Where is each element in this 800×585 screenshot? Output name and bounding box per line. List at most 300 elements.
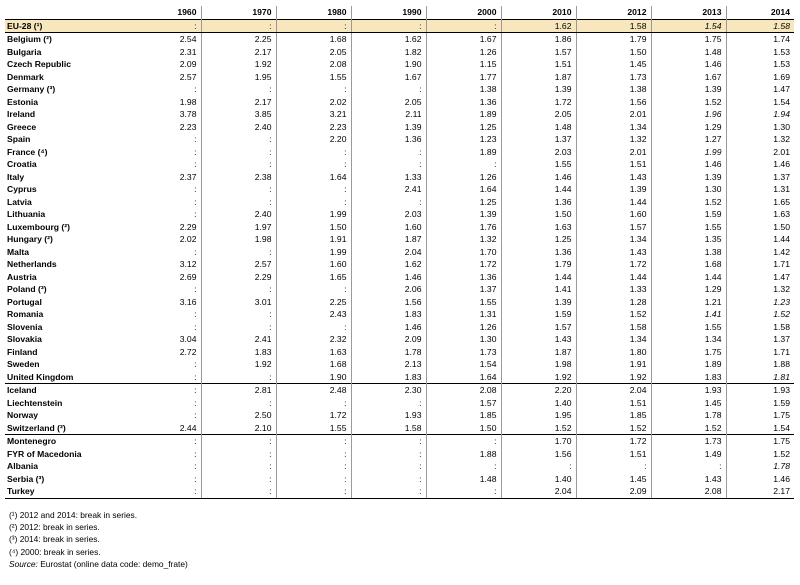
table-cell: 1.29	[651, 121, 726, 134]
column-header: 2012	[576, 6, 651, 19]
table-cell: 1.31	[726, 183, 794, 196]
table-cell: 2.04	[576, 384, 651, 397]
table-cell: 2.17	[201, 46, 276, 59]
table-cell: 1.99	[276, 208, 351, 221]
table-cell: 1.93	[726, 384, 794, 397]
table-row	[5, 358, 794, 371]
table-cell: 1.33	[576, 283, 651, 296]
table-row	[5, 321, 794, 334]
table-cell: 1.54	[726, 422, 794, 435]
table-cell: 2.23	[276, 121, 351, 134]
table-cell: 1.70	[501, 435, 576, 448]
table-cell: 1.72	[501, 96, 576, 109]
table-cell: 2.41	[201, 333, 276, 346]
row-label: Portugal	[7, 296, 42, 307]
table-row	[5, 448, 794, 461]
table-cell: 1.76	[426, 221, 501, 234]
table-cell: 2.20	[276, 133, 351, 146]
table-cell: 1.67	[351, 71, 426, 84]
table-cell: 2.25	[201, 33, 276, 46]
column-header: 2000	[426, 6, 501, 19]
table-cell: 1.43	[576, 246, 651, 259]
table-cell: :	[351, 146, 426, 159]
table-cell: :	[194, 461, 197, 471]
table-cell: 1.37	[726, 171, 794, 184]
table-cell: 1.87	[501, 346, 576, 359]
column-header: 1980	[276, 6, 351, 19]
table-cell: 1.51	[576, 448, 651, 461]
table-cell: 1.77	[426, 71, 501, 84]
table-cell: 3.12	[179, 259, 197, 269]
table-cell: :	[194, 146, 197, 157]
row-label: EU-28 (¹)	[5, 19, 126, 33]
table-cell: 3.01	[201, 296, 276, 309]
table-cell: 1.25	[501, 233, 576, 246]
table-cell: 1.96	[651, 108, 726, 121]
table-cell: 1.73	[651, 435, 726, 448]
table-cell: 2.11	[351, 108, 426, 121]
table-cell: :	[194, 284, 197, 294]
table-cell: 1.44	[501, 271, 576, 284]
table-cell: :	[351, 473, 426, 486]
table-cell: 1.37	[501, 133, 576, 146]
table-cell: 1.50	[726, 221, 794, 234]
table-cell: :	[351, 448, 426, 461]
table-cell: 1.59	[651, 208, 726, 221]
table-cell: 2.40	[201, 121, 276, 134]
table-cell: 1.63	[276, 346, 351, 359]
table-row	[5, 146, 794, 159]
table-cell: :	[201, 308, 276, 321]
table-cell: 2.44	[179, 422, 197, 433]
column-header: 2010	[501, 6, 576, 19]
table-cell: 1.58	[726, 19, 794, 33]
table-cell: 1.79	[576, 33, 651, 46]
table-cell: 2.29	[179, 221, 197, 232]
table-cell: 1.89	[426, 146, 501, 159]
table-cell: 1.52	[651, 196, 726, 209]
table-cell: :	[194, 371, 197, 382]
table-cell: 1.55	[426, 296, 501, 309]
table-cell: 1.52	[576, 422, 651, 435]
header-row	[5, 6, 794, 19]
table-cell: 1.92	[201, 58, 276, 71]
table-cell: 1.50	[576, 46, 651, 59]
table-cell: 1.83	[351, 308, 426, 321]
table-row	[5, 33, 794, 46]
table-cell: :	[194, 309, 197, 319]
table-cell: 1.32	[576, 133, 651, 146]
table-cell: :	[426, 19, 501, 33]
table-cell: 1.39	[351, 121, 426, 134]
table-cell: 1.32	[726, 283, 794, 296]
table-cell: :	[201, 283, 276, 296]
row-label: Romania	[7, 309, 44, 319]
table-cell: 2.32	[276, 333, 351, 346]
table-cell: 1.83	[351, 371, 426, 384]
row-label: Hungary (²)	[7, 234, 53, 244]
table-cell: 1.52	[651, 422, 726, 435]
table-cell: 2.17	[726, 485, 794, 498]
table-cell: :	[201, 435, 276, 448]
table-cell: 1.31	[426, 308, 501, 321]
table-cell: 2.10	[201, 422, 276, 435]
table-cell: 1.30	[726, 121, 794, 134]
table-cell: 1.35	[651, 233, 726, 246]
table-cell: 1.40	[501, 473, 576, 486]
row-label: Luxembourg (²)	[7, 221, 71, 232]
table-header	[5, 6, 794, 19]
row-label: Greece	[7, 121, 37, 132]
table-cell: 1.86	[501, 33, 576, 46]
row-label: Spain	[7, 134, 31, 144]
table-row	[5, 83, 794, 96]
column-header: 1970	[201, 6, 276, 19]
table-cell: 1.79	[501, 258, 576, 271]
table-cell: 1.36	[501, 196, 576, 209]
footnotes	[9, 509, 188, 570]
table-cell: 2.01	[576, 146, 651, 159]
table-cell: 1.68	[651, 258, 726, 271]
table-cell: 1.56	[351, 296, 426, 309]
table-cell: :	[194, 410, 197, 420]
table-cell: 1.57	[576, 221, 651, 234]
table-cell: 1.48	[426, 473, 501, 486]
table-cell: 2.09	[351, 333, 426, 346]
table-cell: 1.78	[351, 346, 426, 359]
table-cell: 1.68	[276, 358, 351, 371]
table-cell: 1.55	[651, 221, 726, 234]
table-cell: 1.64	[276, 171, 351, 184]
table-cell: 2.50	[201, 409, 276, 422]
table-cell: 1.41	[501, 283, 576, 296]
table-cell: :	[351, 83, 426, 96]
table-cell: :	[426, 460, 501, 473]
table-cell: :	[276, 473, 351, 486]
table-cell: 1.46	[651, 58, 726, 71]
table-cell: 1.93	[651, 384, 726, 397]
table-cell: :	[651, 460, 726, 473]
table-cell: :	[351, 397, 426, 410]
table-body	[5, 19, 794, 498]
table-cell: 3.85	[201, 108, 276, 121]
table-cell: :	[201, 246, 276, 259]
table-cell: :	[426, 435, 501, 448]
row-label: Liechtenstein	[7, 397, 63, 408]
table-cell: 1.72	[276, 409, 351, 422]
table-cell: 1.72	[426, 258, 501, 271]
table-cell: 1.54	[426, 358, 501, 371]
table-cell: 2.69	[179, 271, 197, 282]
table-cell: 1.23	[726, 296, 794, 309]
table-cell: 1.88	[426, 448, 501, 461]
table-cell: :	[276, 283, 351, 296]
table-cell: 1.85	[426, 409, 501, 422]
table-cell: 1.65	[726, 196, 794, 209]
table-cell: :	[426, 485, 501, 498]
table-cell: 1.73	[426, 346, 501, 359]
table-cell: 1.40	[501, 397, 576, 410]
table-cell: 1.39	[426, 208, 501, 221]
table-cell: 1.83	[201, 346, 276, 359]
table-cell: 1.44	[576, 196, 651, 209]
row-label: Switzerland (²)	[7, 422, 66, 433]
table-cell: 2.29	[201, 271, 276, 284]
table-cell: 1.71	[726, 346, 794, 359]
column-header: 1990	[351, 6, 426, 19]
row-label: Slovenia	[7, 321, 43, 332]
table-cell: 1.75	[651, 33, 726, 46]
row-label: Czech Republic	[7, 59, 71, 69]
table-cell: 1.36	[501, 246, 576, 259]
table-row	[5, 435, 794, 448]
table-cell: 3.16	[179, 296, 197, 307]
table-row	[5, 409, 794, 422]
table-cell: 1.47	[726, 83, 794, 96]
table-cell: :	[201, 460, 276, 473]
fertility-table	[5, 6, 794, 499]
table-cell: 3.21	[276, 108, 351, 121]
table-cell: 1.45	[576, 473, 651, 486]
table-row	[5, 58, 794, 71]
table-cell: :	[194, 473, 197, 484]
table-row	[5, 258, 794, 271]
table-cell: 1.37	[726, 333, 794, 346]
table-cell: 1.46	[351, 321, 426, 334]
row-label: Belgium (²)	[7, 34, 52, 44]
table-cell: 1.41	[651, 308, 726, 321]
table-cell: 1.93	[351, 409, 426, 422]
header-corner	[5, 6, 126, 19]
table-cell: 1.55	[651, 321, 726, 334]
table-row	[5, 473, 794, 486]
table-cell: 2.81	[201, 384, 276, 397]
table-cell: 1.38	[576, 83, 651, 96]
table-cell: 1.15	[426, 58, 501, 71]
table-cell: 1.34	[576, 333, 651, 346]
table-cell: 1.78	[726, 460, 794, 473]
table-cell: :	[201, 133, 276, 146]
table-cell: 2.02	[276, 96, 351, 109]
table-cell: 1.88	[726, 358, 794, 371]
table-cell: 1.91	[276, 233, 351, 246]
table-row	[5, 283, 794, 296]
table-cell: 1.75	[651, 346, 726, 359]
table-cell: :	[276, 19, 351, 33]
table-cell: 1.21	[651, 296, 726, 309]
table-cell: 1.85	[576, 409, 651, 422]
table-cell: :	[201, 371, 276, 384]
footnote: (¹) 2012 and 2014: break in series.	[9, 510, 138, 520]
table-cell: 1.51	[576, 397, 651, 410]
column-header: 1960	[177, 7, 197, 17]
table-cell: 2.04	[351, 246, 426, 259]
table-cell: 1.55	[501, 158, 576, 171]
row-label: Finland	[7, 346, 38, 357]
table-cell: 1.48	[651, 46, 726, 59]
table-cell: 2.08	[651, 485, 726, 498]
table-cell: 1.71	[726, 258, 794, 271]
table-cell: :	[276, 485, 351, 498]
table-cell: 1.38	[651, 246, 726, 259]
table-cell: 1.60	[351, 221, 426, 234]
table-cell: 2.13	[351, 358, 426, 371]
footnote: (³) 2014: break in series.	[9, 534, 100, 545]
table-cell: 2.72	[179, 346, 197, 357]
table-cell: 2.54	[179, 34, 197, 44]
table-cell: :	[194, 196, 197, 207]
column-header: 2013	[651, 6, 726, 19]
table-cell: 1.39	[501, 83, 576, 96]
table-cell: 2.05	[351, 96, 426, 109]
table-cell: 1.52	[501, 422, 576, 435]
table-cell: 1.72	[576, 258, 651, 271]
table-cell: 1.52	[726, 308, 794, 321]
table-cell: 1.46	[726, 158, 794, 171]
table-cell: 1.89	[426, 108, 501, 121]
table-cell: 3.04	[179, 334, 197, 344]
table-cell: :	[126, 19, 201, 33]
table-cell: 1.26	[426, 46, 501, 59]
table-cell: :	[194, 184, 197, 194]
table-cell: 1.39	[651, 171, 726, 184]
table-cell: 1.62	[351, 258, 426, 271]
table-cell: 1.68	[276, 33, 351, 46]
table-cell: 1.34	[651, 333, 726, 346]
table-cell: 2.20	[501, 384, 576, 397]
table-cell: :	[194, 84, 197, 94]
table-cell: 1.47	[726, 271, 794, 284]
table-cell: 1.26	[426, 321, 501, 334]
column-header: 2014	[726, 6, 794, 19]
table-cell: 1.53	[726, 58, 794, 71]
table-cell: 1.64	[426, 371, 501, 384]
table-cell: 1.67	[651, 71, 726, 84]
row-label: Bulgaria	[7, 46, 42, 57]
table-row	[5, 371, 794, 384]
table-cell: :	[194, 209, 197, 219]
table-row	[5, 308, 794, 321]
table-cell: 1.49	[651, 448, 726, 461]
table-cell: :	[276, 146, 351, 159]
table-cell: 1.97	[201, 221, 276, 234]
table-cell: :	[194, 397, 197, 408]
table-cell: 2.23	[179, 121, 197, 132]
table-cell: 1.80	[576, 346, 651, 359]
table-cell: 1.69	[726, 71, 794, 84]
table-cell: 1.52	[651, 96, 726, 109]
table-cell: :	[276, 83, 351, 96]
table-cell: 1.28	[576, 296, 651, 309]
table-cell: 1.30	[651, 183, 726, 196]
table-row	[5, 271, 794, 284]
row-label: Denmark	[7, 71, 44, 82]
table-cell: 1.42	[726, 246, 794, 259]
table-cell: 2.30	[351, 384, 426, 397]
row-label: Albania	[7, 461, 39, 471]
table-cell: 2.31	[179, 46, 197, 57]
table-cell: 1.67	[426, 33, 501, 46]
table-cell: :	[194, 448, 197, 459]
table-cell: 1.38	[426, 83, 501, 96]
table-cell: 2.25	[276, 296, 351, 309]
table-cell: 2.41	[351, 183, 426, 196]
table-cell: 1.58	[351, 422, 426, 435]
table-row	[5, 333, 794, 346]
table-cell: 1.56	[501, 448, 576, 461]
table-row	[5, 183, 794, 196]
row-label: Estonia	[7, 96, 39, 107]
table-cell: 1.57	[501, 46, 576, 59]
table-cell: 1.32	[426, 233, 501, 246]
table-cell: 1.46	[726, 473, 794, 486]
row-label: Netherlands	[7, 259, 57, 269]
table-cell: 2.09	[179, 59, 197, 69]
table-cell: :	[126, 435, 201, 448]
row-label: Cyprus	[7, 184, 37, 194]
row-label: Ireland	[7, 109, 36, 119]
table-cell: :	[201, 473, 276, 486]
table-row	[5, 96, 794, 109]
table-cell: 1.58	[726, 321, 794, 334]
table-cell: 1.54	[726, 96, 794, 109]
row-label: Slovakia	[7, 334, 42, 344]
table-row	[5, 485, 794, 498]
table-cell: :	[276, 397, 351, 410]
table-cell: :	[201, 321, 276, 334]
table-cell: :	[276, 435, 351, 448]
table-cell: :	[351, 435, 426, 448]
table-cell: 1.63	[501, 221, 576, 234]
table-cell: 1.43	[576, 171, 651, 184]
table-cell: :	[351, 158, 426, 171]
table-cell: 2.01	[726, 146, 794, 159]
table-cell: 1.30	[426, 333, 501, 346]
table-cell: 1.53	[726, 46, 794, 59]
table-cell: 1.36	[426, 271, 501, 284]
table-cell: 1.94	[726, 108, 794, 121]
row-label: Germany (³)	[7, 84, 56, 94]
table-cell: 1.82	[351, 46, 426, 59]
table-cell: 1.51	[501, 58, 576, 71]
table-cell: :	[351, 460, 426, 473]
table-cell: :	[201, 196, 276, 209]
row-label: Sweden	[7, 359, 40, 369]
table-cell: 1.44	[651, 271, 726, 284]
table-cell: 2.17	[201, 96, 276, 109]
table-cell: 3.78	[179, 109, 197, 119]
table-cell: 1.81	[726, 371, 794, 384]
table-cell: 1.56	[576, 96, 651, 109]
table-cell: 1.44	[726, 233, 794, 246]
table-cell: 1.60	[276, 258, 351, 271]
table-cell: 2.57	[179, 71, 197, 82]
table-cell: 1.52	[576, 308, 651, 321]
table-cell: 1.83	[651, 371, 726, 384]
table-row	[5, 158, 794, 171]
table-cell: :	[201, 183, 276, 196]
row-label: Italy	[7, 171, 25, 182]
row-label: Poland (³)	[7, 284, 47, 294]
table-cell: 1.46	[501, 171, 576, 184]
row-label: Austria	[7, 271, 37, 282]
table-cell: 1.70	[426, 246, 501, 259]
table-cell: :	[194, 321, 197, 332]
table-cell: 1.39	[576, 183, 651, 196]
table-cell: :	[276, 183, 351, 196]
table-cell: 1.50	[276, 221, 351, 234]
table-cell: 1.90	[351, 58, 426, 71]
